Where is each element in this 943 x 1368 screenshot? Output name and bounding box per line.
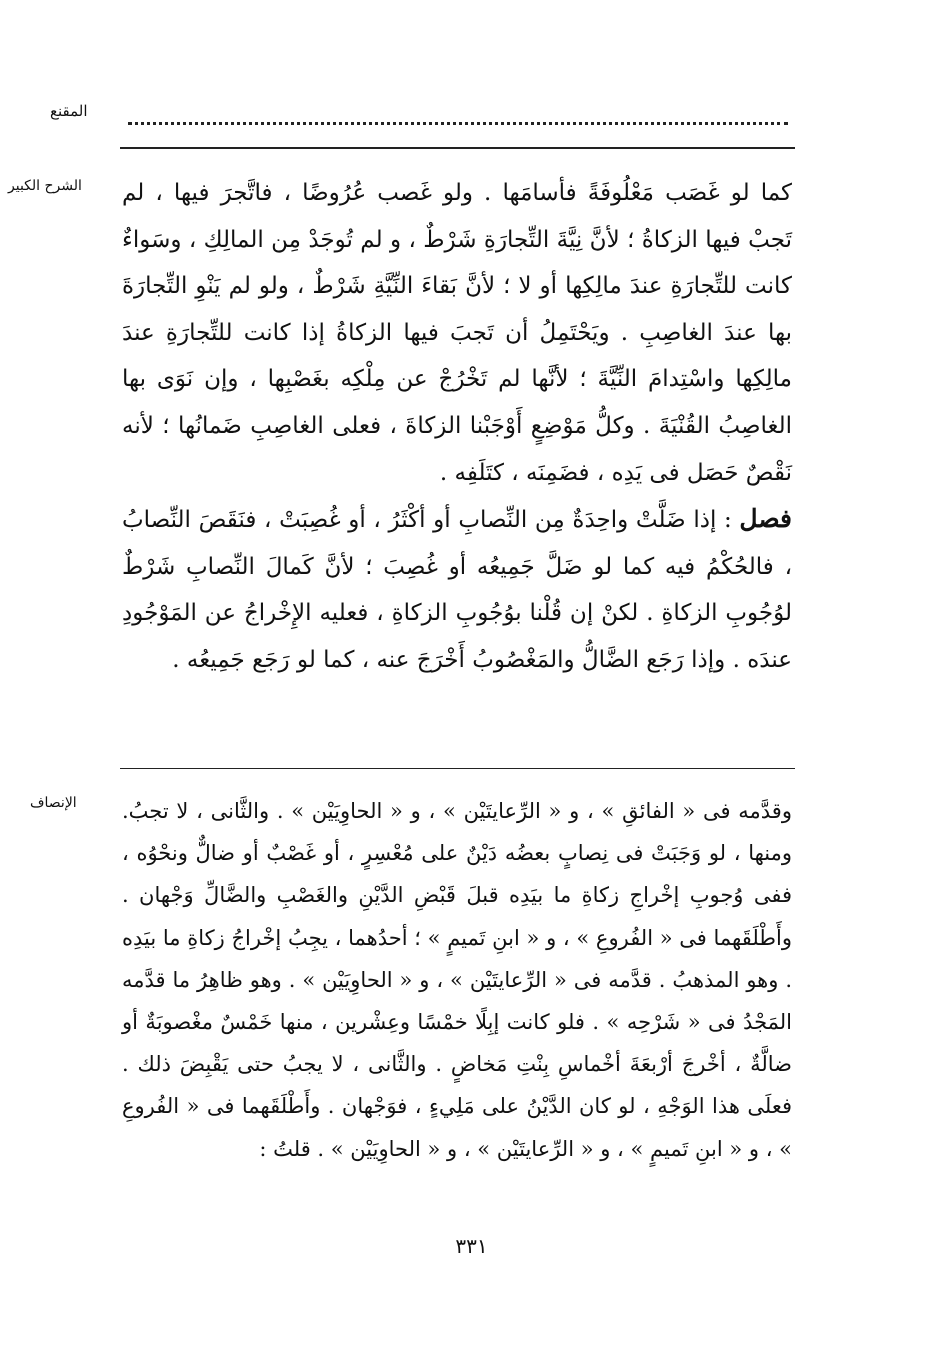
fasl-body: : إذا ضَلَّتْ واحِدَةٌ مِن النِّصابِ أو أكْثَرُ ، أو غُصِبَتْ ، فنَقَصَ النِّصابُ ، فالحُكْمُ فيه كما لو ضَلَّ جَمِيعُه أو غُصِبَ ؛ لأنَّ كَمالَ النِّصابِ شَرْطٌ لوُجُوبِ الزكاةِ . لكنْ إن قُلْنا بوُجُوبِ الزكاةِ ، فعليه الإِخْراجُ عن المَوْجُودِ عندَه . وإذا رَجَع الضَّالُّ والمَغْصُوبُ أَخْرَجَ عنه ، كما لو رَجَع جَمِيعُه .: [122, 507, 792, 673]
main-paragraph-2: [122, 496, 792, 683]
insaf-text: [122, 790, 792, 1170]
header-dotted-leader: [128, 102, 788, 125]
running-header-title: المقنع: [50, 102, 88, 120]
header-rule: [120, 147, 795, 149]
fasl-heading: فصل: [739, 504, 792, 534]
margin-label-insaf: الإنصاف: [30, 795, 77, 811]
page-number: ٣٣١: [455, 1234, 488, 1258]
main-paragraph-1: كما لو غَصَب مَعْلُوفَةً فأسامَها . ولو غَصب عُرُوضًا ، فاتَّجرَ فيها ، لم تَجبْ فيها الزكاةُ ؛ لأنَّ نِيَّةَ التِّجارَةِ شَرْطٌ ، و لم تُوجَدْ مِن المالِكِ ، وسَواءٌ كانت للتِّجارَةِ عندَ مالِكِها أو لا ؛ لأنَّ بَقاءَ النِّيَّةِ شَرْطٌ ، ولو لم يَنْوِ التِّجارَةَ بها عندَ الغاصِبِ . ويَحْتَمِلُ أن تَجبَ فيها الزكاةُ إذا كانت للتِّجارَةِ عندَ مالِكِها واسْتِدامَ النِّيَّةَ ؛ لأنَّها لم تَخْرُجْ عن مِلْكِه بغَصْبِها ، وإن نَوَى بها الغاصِبُ القُنْيَةَ . وكلُّ مَوْضِعٍ أَوْجَبْنا الزكاةَ ، فعلى الغاصِبِ ضَمانُها ؛ لأنه نَقْصٌ حَصَل فى يَدِه ، فضَمِنَه ، كتَلَفِه .: [122, 180, 792, 486]
main-commentary-text: [122, 170, 792, 684]
section-divider-rule: [120, 768, 795, 769]
margin-label-sharh: الشرح الكبير: [8, 178, 82, 194]
insaf-paragraph: وقدَّمه فى « الفائقِ » ، و « الرِّعايتَيْن » ، و « الحاوِيَيْن » . والثَّانى ، لا تجبُ. ومنها ، لو وَجَبَتْ فى نِصابٍ بعضُه دَيْنٌ على مُعْسِرٍ ، أو غَصْبٌ أو ضالٌّ ونحْوُه ، ففى وُجوبِ إخْراجِ زكاةِ ما بيَدِه قبلَ قَبْضِ الدَّيْنِ والغَصْبِ والضَّالِّ وَجْهان . وأَطْلَقَهما فى « الفُروعِ » ، و « ابنِ تَميمٍ » ؛ أحدُهما ، يجِبُ إخْراجُ زكاةِ ما بيَدِه . وهو المذهبُ . قدَّمه فى « الرِّعايتَيْن » ، و « الحاوِيَيْن » . وهو ظاهِرُ ما قدَّمه المَجْدُ فى « شَرْحِه » . فلو كانت إبِلًا خمْسًا وعِشْرين ، منها خَمْسٌ مغْصوبَةٌ أو ضالَّةٌ ، أخْرجَ أرْبعَةَ أخْماسِ بِنْتِ مَخاضٍ . والثَّانى ، لا يجبُ حتى يَقْبِضَ ذلك . فعلَى هذا الوَجْهِ ، لو كان الدَّيْنُ على مَلِيءٍ ، فوَجْهان . وأَطْلَقَهما فى « الفُروعِ » ، و « ابنِ تَميمٍ » ، و « الرِّعايتَيْن » ، و « الحاوِيَيْن » . قلتُ :: [122, 799, 792, 1161]
